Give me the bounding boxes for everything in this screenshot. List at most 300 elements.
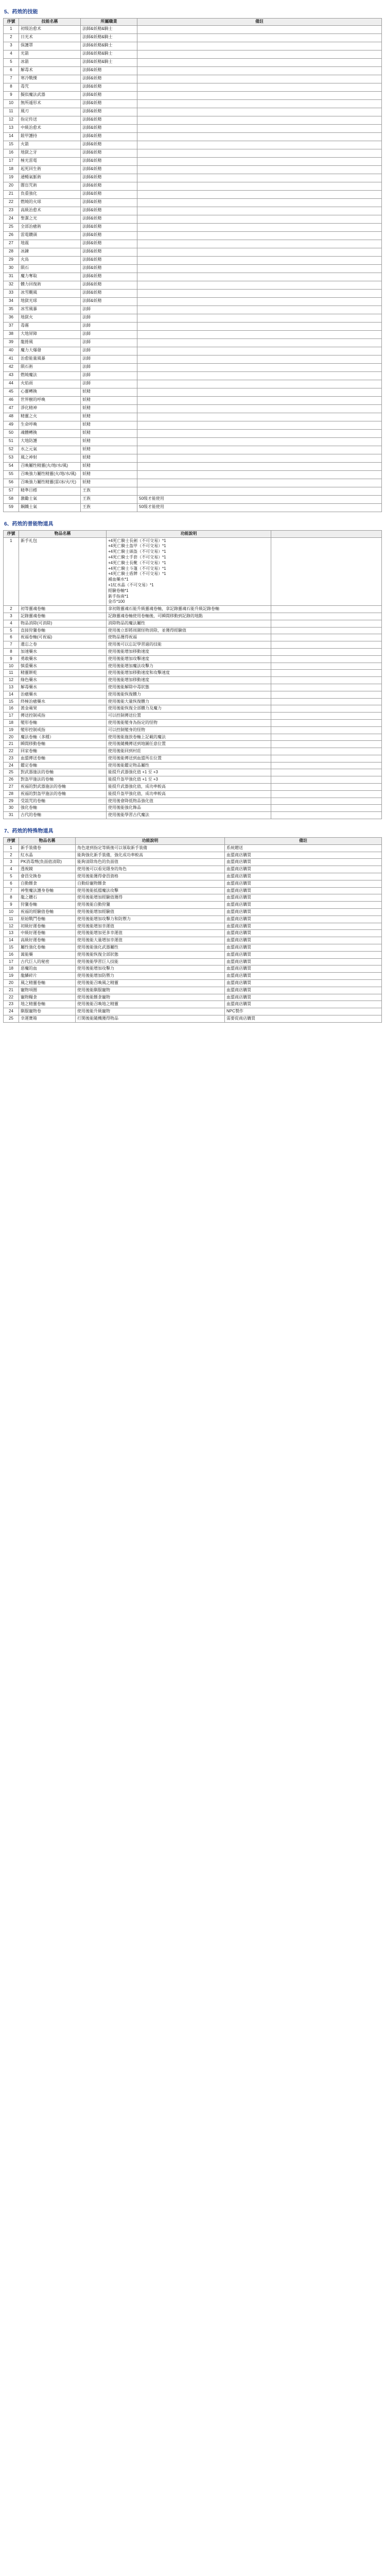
skills-table [3, 18, 382, 512]
special-cell: 23 [4, 1001, 19, 1008]
special-cell: 古代巨人的秘密 [19, 958, 76, 965]
table-row [4, 748, 382, 755]
special-cell: 血盟商店購買 [225, 1001, 382, 1008]
supplies-cell: 初等靈魂卷軸 [19, 606, 107, 613]
table-row [4, 108, 382, 116]
table-row [4, 798, 382, 805]
table-row [4, 944, 382, 952]
special-cell: 系統贈送 [225, 844, 382, 852]
skills-cell: 法師&妖精 [81, 215, 137, 223]
skills-cell: 法師&妖精 [81, 108, 137, 116]
special-cell: 角色達到指定等級後可以領取新手裝備 [76, 844, 225, 852]
special-cell: 使用後能獲得會員資格 [76, 873, 225, 880]
skills-cell [137, 355, 382, 363]
supplies-cell [271, 648, 382, 655]
skills-cell: 法師&妖精 [81, 281, 137, 289]
skills-cell: 火箭 [19, 141, 81, 149]
supplies-cell [271, 776, 382, 784]
special-cell: 使用後能餵食寵物 [76, 994, 225, 1001]
skills-cell: 16 [4, 149, 19, 157]
special-header-cell: 序號 [4, 838, 19, 845]
skills-cell: 50 [4, 429, 19, 437]
skills-cell: 鎧甲護持 [19, 132, 81, 141]
skills-cell: 召喚強力屬性精靈(雷/冰/火/光) [19, 479, 81, 487]
table-row [4, 698, 382, 705]
table-row [4, 873, 382, 880]
skills-cell [137, 297, 382, 306]
skills-cell: 28 [4, 248, 19, 256]
table-row [4, 33, 382, 42]
table-row [4, 404, 382, 413]
special-header-cell: 備註 [225, 838, 382, 845]
table-row [4, 388, 382, 396]
supplies-cell [271, 798, 382, 805]
table-row [4, 396, 382, 404]
special-cell: 11 [4, 916, 19, 923]
supplies-cell: 血盟傳送卷軸 [19, 755, 107, 762]
table-row [4, 116, 382, 124]
supplies-cell: 29 [4, 798, 19, 805]
special-cell: 馴服寵物卷 [19, 1008, 76, 1015]
special-cell: 使用後能大量增加幸運值 [76, 937, 225, 944]
supplies-cell: 使用後會降低物品強化值 [107, 798, 271, 805]
skills-cell [137, 25, 382, 33]
special-cell: 10 [4, 909, 19, 916]
special-cell: 12 [4, 923, 19, 930]
table-row [4, 215, 382, 223]
skills-cell: 50级才能使用 [137, 495, 382, 503]
skills-cell [137, 429, 382, 437]
supplies-cell: 能提升武器強化值 +1 至 +3 [107, 769, 271, 776]
supplies-cell: 使用後能恢復體力 [107, 691, 271, 698]
skills-cell [137, 289, 382, 297]
skills-cell: 法師 [81, 306, 137, 314]
special-cell: 血盟商店購買 [225, 937, 382, 944]
skills-cell [137, 231, 382, 240]
special-cell: 1 [4, 844, 19, 852]
supplies-cell: 13 [4, 684, 19, 691]
skills-cell [137, 149, 382, 157]
supplies-cell: 使用後能鑑定物品屬性 [107, 762, 271, 769]
special-cell: 24 [4, 1008, 19, 1015]
supplies-cell: 慎重藥水 [19, 663, 107, 670]
special-cell: 使用後可以看見隱身的角色 [76, 866, 225, 873]
table-row [4, 762, 382, 769]
special-cell: 能夠強化新手裝備，強化成功率較高 [76, 852, 225, 859]
skills-cell [137, 83, 382, 91]
table-row [4, 852, 382, 859]
skills-cell: 寒冷戰慄 [19, 75, 81, 83]
supplies-cell: 28 [4, 790, 19, 798]
supplies-table [3, 530, 382, 819]
supplies-cell: 物品消除(可消除) [19, 620, 107, 627]
supplies-cell: 記錄靈魂卷軸 [19, 613, 107, 620]
supplies-cell: 傳送控制戒指 [19, 713, 107, 720]
skills-table-body [4, 25, 382, 512]
skills-cell: 36 [4, 314, 19, 322]
skills-header-cell: 技能名稱 [19, 19, 81, 26]
special-cell: 祝福的經驗值卷軸 [19, 909, 76, 916]
skills-cell: 妖精 [81, 396, 137, 404]
table-row [4, 1008, 382, 1015]
supplies-cell: 3 [4, 613, 19, 620]
skills-cell: 妖精 [81, 479, 137, 487]
special-cell: 屬性強化卷軸 [19, 944, 76, 952]
table-row [4, 240, 382, 248]
skills-cell [137, 479, 382, 487]
skills-cell: 42 [4, 363, 19, 371]
skills-cell [137, 190, 382, 198]
skills-cell: 高級治愈术 [19, 207, 81, 215]
skills-cell: 王族 [81, 503, 137, 512]
special-header-cell: 物品名稱 [19, 838, 76, 845]
skills-cell: 39 [4, 338, 19, 347]
special-cell: 使用後能增加經驗值 [76, 909, 225, 916]
supplies-cell [271, 677, 382, 684]
table-row [4, 338, 382, 347]
skills-cell: 地獄之牙 [19, 149, 81, 157]
skills-cell [137, 66, 382, 75]
supplies-cell [271, 812, 382, 819]
special-cell: 使用後能馴服寵物 [76, 987, 225, 994]
special-cell: 血盟商店購買 [225, 880, 382, 887]
table-row [4, 994, 382, 1001]
supplies-cell: 使用後能變身為指定的怪物 [107, 719, 271, 726]
skills-cell: 妖精 [81, 404, 137, 413]
special-cell: 寵物糧食 [19, 994, 76, 1001]
special-cell: 使用後能增加經驗值獲得 [76, 894, 225, 902]
skills-cell [137, 165, 382, 174]
skills-cell: 中級治愈术 [19, 124, 81, 132]
skills-cell [137, 487, 382, 495]
skills-cell: 53 [4, 454, 19, 462]
skills-cell [137, 91, 382, 99]
table-row [4, 923, 382, 930]
supplies-cell [271, 641, 382, 649]
table-row [4, 734, 382, 741]
special-cell: 高級好運卷軸 [19, 937, 76, 944]
table-row [4, 50, 382, 58]
skills-cell [137, 174, 382, 182]
skills-cell: 燃燒魔法 [19, 371, 81, 380]
special-cell: 使用後能增加幸運值 [76, 923, 225, 930]
skills-cell: 地獄火 [19, 314, 81, 322]
special-cell: 中級好運卷軸 [19, 930, 76, 937]
skills-cell: 29 [4, 256, 19, 264]
skills-cell [137, 454, 382, 462]
table-row [4, 42, 382, 50]
supplies-cell: 強化卷軸 [19, 805, 107, 812]
special-table [3, 837, 382, 1023]
special-cell: 原始戰鬥卷軸 [19, 916, 76, 923]
skills-cell: 51 [4, 437, 19, 446]
table-row [4, 174, 382, 182]
special-cell: 血盟商店購買 [225, 994, 382, 1001]
special-cell: 風之精靈卷軸 [19, 980, 76, 987]
skills-cell [137, 108, 382, 116]
table-row [4, 537, 382, 606]
supplies-cell: 加速藥水 [19, 648, 107, 655]
skills-cell: 召喚強力屬性精靈(火/地/水/風) [19, 470, 81, 479]
skills-cell: 毒霧 [19, 322, 81, 330]
special-cell: 新手裝備卷 [19, 844, 76, 852]
skills-cell: 法師&妖精 [81, 248, 137, 256]
skills-cell: 妖精 [81, 413, 137, 421]
supplies-cell: 22 [4, 748, 19, 755]
table-row [4, 987, 382, 994]
skills-cell: 14 [4, 132, 19, 141]
supplies-cell [271, 613, 382, 620]
table-row [4, 705, 382, 713]
table-row [4, 684, 382, 691]
skills-cell: 法師 [81, 355, 137, 363]
supplies-cell: 精靈餅乾 [19, 670, 107, 677]
skills-cell [137, 157, 382, 165]
skills-cell [137, 330, 382, 338]
skills-cell: 法師&妖精 [81, 141, 137, 149]
supplies-cell: 使用後立即將周圍怪物消除，並獲得經驗值 [107, 627, 271, 634]
skills-cell: 妖精 [81, 429, 137, 437]
skills-cell: 26 [4, 231, 19, 240]
table-row [4, 141, 382, 149]
skills-cell [137, 470, 382, 479]
supplies-cell: 27 [4, 784, 19, 791]
special-cell: 血盟商店購買 [225, 859, 382, 866]
supplies-header-cell: 序號 [4, 530, 19, 537]
special-cell: 自動餵食 [19, 880, 76, 887]
skills-cell: 法師&妖精 [81, 132, 137, 141]
special-cell: 惡魔的血 [19, 965, 76, 973]
supplies-cell: 2 [4, 606, 19, 613]
skills-cell: 13 [4, 124, 19, 132]
special-cell: 幸運寶箱 [19, 1015, 76, 1022]
table-row [4, 306, 382, 314]
special-cell: 使用後能自動狩獵 [76, 902, 225, 909]
skills-cell: 法師&妖精 [81, 174, 137, 182]
skills-cell: 52 [4, 446, 19, 454]
special-cell: 透視鏡 [19, 866, 76, 873]
skills-cell: 9 [4, 91, 19, 99]
skills-cell: 妖精 [81, 446, 137, 454]
skills-cell [137, 99, 382, 108]
table-row [4, 355, 382, 363]
skills-cell: 妖精 [81, 454, 137, 462]
table-row [4, 663, 382, 670]
table-row [4, 207, 382, 215]
skills-cell: 法師&妖精 [81, 198, 137, 207]
skills-cell: 49 [4, 421, 19, 429]
skills-cell: 法師&妖精&騎士 [81, 33, 137, 42]
skills-cell [137, 58, 382, 66]
table-row [4, 866, 382, 873]
supplies-cell: 25 [4, 769, 19, 776]
skills-cell: 法師&妖精 [81, 165, 137, 174]
supplies-cell: 祝福的對武器施法的卷軸 [19, 784, 107, 791]
skills-cell [137, 421, 382, 429]
skills-cell: 法師 [81, 338, 137, 347]
skills-cell [137, 322, 382, 330]
skills-cell: 淨化精神 [19, 404, 81, 413]
special-cell: 地之精靈卷軸 [19, 1001, 76, 1008]
special-cell: 使用後能召喚地之精靈 [76, 1001, 225, 1008]
special-cell: 初級好運卷軸 [19, 923, 76, 930]
special-cell: 17 [4, 958, 19, 965]
skills-cell: 初级治愈术 [19, 25, 81, 33]
table-row [4, 83, 382, 91]
skills-cell: 4 [4, 50, 19, 58]
skills-cell: 治愈能量風暴 [19, 355, 81, 363]
supplies-cell [271, 790, 382, 798]
skills-cell: 精靈之火 [19, 413, 81, 421]
skills-cell: 31 [4, 273, 19, 281]
skills-cell: 21 [4, 190, 19, 198]
special-cell: 使用後能召喚風之精靈 [76, 980, 225, 987]
special-cell: 3 [4, 859, 19, 866]
skills-cell: 2 [4, 33, 19, 42]
skills-cell [137, 347, 382, 355]
special-cell: 血盟商店購買 [225, 930, 382, 937]
skills-cell: 6 [4, 66, 19, 75]
special-cell: 19 [4, 973, 19, 980]
skills-cell: 隕石 [19, 264, 81, 273]
supplies-cell: 使用後能回到村莊 [107, 748, 271, 755]
skills-cell: 法師&妖精 [81, 264, 137, 273]
skills-cell: 法師 [81, 314, 137, 322]
supplies-cell: 終極治癒藥水 [19, 698, 107, 705]
supplies-cell: 能提升武器強化值，成功率較高 [107, 784, 271, 791]
skills-header-cell: 備註 [137, 19, 382, 26]
skills-cell: 大地屏障 [19, 330, 81, 338]
table-row [4, 487, 382, 495]
table-row [4, 606, 382, 613]
skills-cell [137, 314, 382, 322]
supplies-cell: 4 [4, 620, 19, 627]
special-cell: 血盟商店購買 [225, 902, 382, 909]
skills-cell: 34 [4, 297, 19, 306]
supplies-cell: 19 [4, 726, 19, 734]
supplies-cell [271, 734, 382, 741]
skills-cell: 54 [4, 462, 19, 470]
skills-cell: 法師&妖精 [81, 240, 137, 248]
table-row [4, 887, 382, 894]
supplies-cell: 拿初階靈魂石能升級靈魂卷軸，拿記錄靈魂石能升級記錄卷軸 [107, 606, 271, 613]
skills-cell: 法師&妖精 [81, 289, 137, 297]
skills-cell: 保護罩 [19, 42, 81, 50]
skills-cell: 19 [4, 174, 19, 182]
skills-cell: 18 [4, 165, 19, 174]
special-cell: 自動給寵物餵食 [76, 880, 225, 887]
skills-cell: 法師&妖精 [81, 149, 137, 157]
skills-cell: 法師 [81, 330, 137, 338]
supplies-cell: 對盔甲施法的卷軸 [19, 776, 107, 784]
special-cell: 血盟商店購買 [225, 987, 382, 994]
skills-cell [137, 396, 382, 404]
skills-cell [137, 132, 382, 141]
special-cell: 寵物項圈 [19, 987, 76, 994]
skills-cell: 44 [4, 380, 19, 388]
special-cell: 能夠清除角色的負面值 [76, 859, 225, 866]
supplies-cell: 直接狩獵卷軸 [19, 627, 107, 634]
supplies-cell: 祝福卷軸(可祝福) [19, 634, 107, 641]
skills-cell: 法師&妖精 [81, 75, 137, 83]
table-row [4, 371, 382, 380]
skills-cell: 冰箭 [19, 58, 81, 66]
skills-cell [137, 182, 382, 190]
supplies-cell [271, 620, 382, 627]
skills-cell: 57 [4, 487, 19, 495]
supplies-cell [271, 655, 382, 663]
supplies-cell: 使用後能學習古代魔法 [107, 812, 271, 819]
supplies-cell: 瞬間移動卷軸 [19, 741, 107, 748]
table-row [4, 273, 382, 281]
skills-cell: 法師 [81, 380, 137, 388]
table-row [4, 937, 382, 944]
supplies-cell [271, 634, 382, 641]
skills-cell [137, 404, 382, 413]
skills-cell [137, 33, 382, 42]
special-cell: 使用後能強化武器屬性 [76, 944, 225, 952]
supplies-cell [271, 769, 382, 776]
supplies-cell: 21 [4, 741, 19, 748]
special-cell: 使用後能增加攻擊力 [76, 965, 225, 973]
table-row [4, 413, 382, 421]
special-cell: 使用後能增加攻擊力和防禦力 [76, 916, 225, 923]
supplies-cell: 可以控制傳送位置 [107, 713, 271, 720]
skills-cell: 龍捲風 [19, 338, 81, 347]
skills-cell: 鋼鐵士氣 [19, 503, 81, 512]
skills-cell [137, 371, 382, 380]
supplies-cell: 變形控制戒指 [19, 726, 107, 734]
supplies-cell: 使用後能增加移動速度和攻擊速度 [107, 670, 271, 677]
supplies-cell: 20 [4, 734, 19, 741]
table-row [4, 297, 382, 306]
skills-cell: 24 [4, 215, 19, 223]
table-row [4, 25, 382, 33]
skills-cell [137, 215, 382, 223]
skills-cell: 負重強化 [19, 190, 81, 198]
skills-cell: 45 [4, 388, 19, 396]
supplies-cell: 使用後能增加魔法攻擊力 [107, 663, 271, 670]
skills-cell: 40 [4, 347, 19, 355]
skills-cell: 毒咒 [19, 83, 81, 91]
special-cell: 使用後能學習巨人技能 [76, 958, 225, 965]
table-row [4, 429, 382, 437]
skills-cell: 王族 [81, 495, 137, 503]
skills-cell: 指定传送 [19, 116, 81, 124]
table-row [4, 1015, 382, 1022]
skills-cell: 7 [4, 75, 19, 83]
special-section [0, 819, 385, 1026]
skills-cell: 48 [4, 413, 19, 421]
skills-cell: 全部治癒術 [19, 223, 81, 231]
special-cell: 血盟商店購買 [225, 980, 382, 987]
skills-cell [137, 75, 382, 83]
supplies-cell: 使用後隨機傳送到地圖任意位置 [107, 741, 271, 748]
skills-cell: 20 [4, 182, 19, 190]
supplies-section [0, 512, 385, 819]
skills-cell: 風刃 [19, 108, 81, 116]
special-cell: 14 [4, 937, 19, 944]
skills-cell [137, 306, 382, 314]
skills-cell [137, 264, 382, 273]
supplies-section-title: 6、药效的普能物道具 [4, 521, 54, 527]
skills-cell: 25 [4, 223, 19, 231]
skills-cell: 無所遁形术 [19, 99, 81, 108]
skills-cell: 法師 [81, 371, 137, 380]
table-row [4, 281, 382, 289]
skills-cell [137, 281, 382, 289]
table-row [4, 634, 382, 641]
